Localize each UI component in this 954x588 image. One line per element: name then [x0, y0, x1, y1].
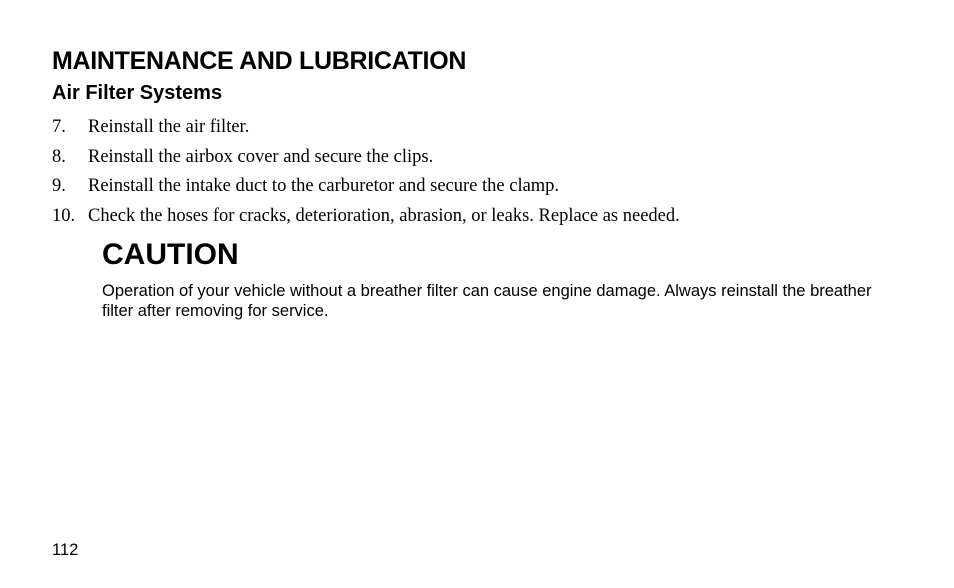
steps-list: [52, 113, 680, 232]
step-item: [52, 113, 680, 143]
step-item: [52, 202, 680, 232]
section-title: MAINTENANCE AND LUBRICATION: [52, 47, 467, 75]
step-number: 8.: [52, 146, 66, 167]
caution-text: Operation of your vehicle without a breather filter can cause engine damage. Always reinstall the breather filter after removing for service.: [102, 282, 872, 320]
step-text: Reinstall the airbox cover and secure the clips.: [88, 146, 434, 167]
step-number: 9.: [52, 176, 66, 197]
page-number: 112: [52, 541, 79, 559]
caution-heading: CAUTION: [102, 238, 239, 271]
step-text: Reinstall the air filter.: [88, 117, 250, 137]
step-number: 7.: [52, 117, 66, 137]
step-text: Reinstall the intake duct to the carburetor and secure the clamp.: [88, 176, 560, 197]
step-number: 10.: [52, 206, 76, 227]
step-text: Check the hoses for cracks, deterioration, abrasion, or leaks. Replace as needed.: [88, 206, 680, 227]
step-item: [52, 172, 680, 202]
step-item: [52, 143, 680, 173]
subsection-title: Air Filter Systems: [52, 82, 223, 104]
